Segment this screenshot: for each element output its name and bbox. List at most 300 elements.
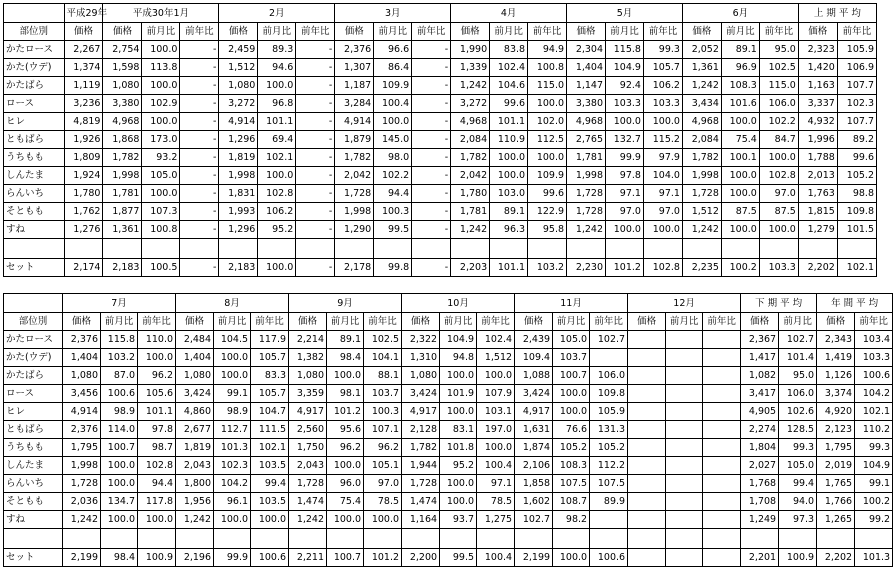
table-cell — [666, 421, 703, 439]
table-cell — [628, 475, 666, 493]
table-cell: 106.0 — [590, 367, 628, 385]
row-label: ロース — [4, 95, 65, 113]
table-cell: 1,728 — [567, 203, 606, 221]
blank-cell — [515, 529, 553, 549]
table-cell: 1,998 — [103, 167, 142, 185]
table-cell: 102.3 — [214, 457, 251, 475]
table-cell: 1,290 — [335, 221, 374, 239]
table-cell: 2,043 — [289, 457, 327, 475]
table-cell: 102.2 — [759, 113, 798, 131]
table-cell: 105.0 — [779, 457, 817, 475]
table-cell: 100.0 — [142, 77, 180, 95]
table-cell: 100.0 — [477, 439, 515, 457]
table-cell: - — [296, 221, 335, 239]
table-cell: 1,809 — [64, 149, 103, 167]
table-cell: 1,781 — [567, 149, 606, 167]
table-cell: 1,781 — [451, 203, 490, 221]
table-cell: 1,728 — [289, 475, 327, 493]
table-cell: 102.5 — [759, 59, 798, 77]
blank-cell — [296, 239, 335, 259]
table-cell: 1,990 — [451, 41, 490, 59]
blank-cell — [374, 239, 412, 259]
table-cell: 111.5 — [251, 421, 289, 439]
group-header: 平成29年 — [64, 4, 103, 23]
table-cell: 1,126 — [817, 367, 855, 385]
table-cell: 99.4 — [779, 475, 817, 493]
table-cell: 100.0 — [528, 149, 567, 167]
table-cell: 2,178 — [335, 259, 374, 277]
table-cell: 1,242 — [451, 77, 490, 95]
table-cell: 2,560 — [289, 421, 327, 439]
table-cell — [703, 403, 741, 421]
table-cell: 3,337 — [798, 95, 837, 113]
table-cell: 83.8 — [490, 41, 528, 59]
table-cell: 1,404 — [63, 349, 101, 367]
table-cell: 106.2 — [643, 77, 682, 95]
table-cell: 2,183 — [103, 259, 142, 277]
table-cell: 100.0 — [142, 185, 180, 203]
table-cell: 2,196 — [176, 549, 214, 567]
column-header: 前年比 — [837, 23, 876, 41]
table-cell: 1,998 — [682, 167, 721, 185]
table-cell: 96.8 — [258, 95, 296, 113]
table-cell: 1,512 — [219, 59, 258, 77]
blank-cell — [251, 529, 289, 549]
row-label: らんいち — [4, 185, 65, 203]
table-cell: 4,860 — [176, 403, 214, 421]
table-cell: 100.7 — [327, 549, 364, 567]
table-cell — [703, 367, 741, 385]
table-cell: 105.6 — [138, 385, 176, 403]
table-cell — [628, 385, 666, 403]
table-cell: 117.8 — [138, 493, 176, 511]
table-cell: 101.3 — [214, 439, 251, 457]
table-cell: 1,782 — [682, 149, 721, 167]
row-label: セット — [4, 549, 63, 567]
blank-cell — [219, 239, 258, 259]
table-row — [4, 403, 893, 421]
column-header: 価格 — [451, 23, 490, 41]
table-cell: 4,914 — [63, 403, 101, 421]
table-cell: 104.9 — [855, 457, 893, 475]
table-cell: 2,036 — [63, 493, 101, 511]
table-cell: 101.1 — [490, 113, 528, 131]
table-cell: 3,417 — [741, 385, 779, 403]
row-label: セット — [4, 259, 65, 277]
column-header: 前年比 — [251, 313, 289, 331]
blank-row — [4, 239, 877, 259]
column-header: 価格 — [567, 23, 606, 41]
table-cell: 1,868 — [103, 131, 142, 149]
table-cell: 1,276 — [64, 221, 103, 239]
table-cell: 103.7 — [364, 385, 402, 403]
table-cell: 100.0 — [251, 511, 289, 529]
table-cell: 97.1 — [477, 475, 515, 493]
row-label: そともも — [4, 203, 65, 221]
column-header: 前月比 — [214, 313, 251, 331]
table-cell — [703, 549, 741, 567]
table-cell: - — [180, 185, 219, 203]
table-cell: 102.5 — [364, 331, 402, 349]
table-cell: 1,782 — [451, 149, 490, 167]
table-cell: 115.0 — [759, 77, 798, 95]
column-header: 価格 — [515, 313, 553, 331]
table-cell: 2,042 — [451, 167, 490, 185]
table-cell: 1,296 — [219, 221, 258, 239]
row-label: ヒレ — [4, 113, 65, 131]
table-cell: 1,874 — [515, 439, 553, 457]
table-cell: 95.8 — [528, 221, 567, 239]
column-header: 前月比 — [606, 23, 644, 41]
table-cell: 1,819 — [176, 439, 214, 457]
table-cell: 4,968 — [103, 113, 142, 131]
table-cell: 100.2 — [855, 493, 893, 511]
table-cell: 87.5 — [759, 203, 798, 221]
table-cell: - — [412, 77, 451, 95]
table-cell — [703, 331, 741, 349]
row-label: うちもも — [4, 149, 65, 167]
table-cell: 102.7 — [590, 331, 628, 349]
column-header: 前年比 — [759, 23, 798, 41]
table-cell: - — [180, 259, 219, 277]
table-cell: 2,043 — [176, 457, 214, 475]
column-header: 価格 — [798, 23, 837, 41]
table-cell: 98.2 — [553, 511, 590, 529]
table-cell: 100.3 — [374, 203, 412, 221]
table-cell: 75.4 — [327, 493, 364, 511]
table-cell: 1,782 — [335, 149, 374, 167]
table-cell: 78.5 — [364, 493, 402, 511]
table-cell: 2,230 — [567, 259, 606, 277]
table-cell: 103.5 — [251, 457, 289, 475]
table-cell: 4,914 — [219, 113, 258, 131]
column-header: 前年比 — [855, 313, 893, 331]
table-cell: 1,265 — [817, 511, 855, 529]
table-cell: 103.2 — [101, 349, 138, 367]
table-cell: 106.0 — [779, 385, 817, 403]
table-cell — [628, 421, 666, 439]
table-cell: 101.2 — [364, 549, 402, 567]
table-cell: 110.9 — [490, 131, 528, 149]
group-header: 下 期 平 均 — [741, 294, 817, 313]
table-cell: 103.2 — [528, 259, 567, 277]
table-cell: - — [412, 185, 451, 203]
table-cell: 98.8 — [837, 185, 876, 203]
table-cell: 97.0 — [364, 475, 402, 493]
table-cell: 1,879 — [335, 131, 374, 149]
table-cell: 88.1 — [364, 367, 402, 385]
table-cell: 100.6 — [101, 385, 138, 403]
table-cell: 1,598 — [103, 59, 142, 77]
table-cell: 100.0 — [721, 221, 759, 239]
table-cell: 102.8 — [138, 457, 176, 475]
group-header: 4月 — [451, 4, 567, 23]
blank-cell — [759, 239, 798, 259]
table-cell: 115.2 — [643, 131, 682, 149]
table-row — [4, 221, 877, 239]
table-cell: - — [296, 167, 335, 185]
blank-cell — [289, 529, 327, 549]
blank-cell — [4, 239, 65, 259]
table-cell: 131.3 — [590, 421, 628, 439]
table-cell: 3,236 — [64, 95, 103, 113]
group-header — [4, 294, 63, 313]
table-cell — [628, 403, 666, 421]
table-cell: 1,782 — [402, 439, 440, 457]
table-cell: 110.2 — [855, 421, 893, 439]
table-cell: 2,027 — [741, 457, 779, 475]
table-cell: 3,456 — [63, 385, 101, 403]
set-row — [4, 549, 893, 567]
table-cell: 99.1 — [214, 385, 251, 403]
table-cell: 1,080 — [176, 367, 214, 385]
table-cell: 115.8 — [606, 41, 644, 59]
table-cell: 100.0 — [214, 367, 251, 385]
group-header: 5月 — [567, 4, 683, 23]
table-cell: 99.6 — [837, 149, 876, 167]
table-cell: 1,382 — [289, 349, 327, 367]
table-cell: 110.0 — [138, 331, 176, 349]
table-cell: 97.9 — [643, 149, 682, 167]
column-header: 価格 — [219, 23, 258, 41]
table-cell: 1,082 — [741, 367, 779, 385]
table-cell: 1,728 — [63, 475, 101, 493]
blank-cell — [628, 529, 666, 549]
table-cell: 97.1 — [606, 185, 644, 203]
table-cell: - — [296, 77, 335, 95]
table-cell: 107.3 — [142, 203, 180, 221]
table-cell: 1,419 — [817, 349, 855, 367]
table-row — [4, 203, 877, 221]
blank-cell — [103, 239, 142, 259]
column-header: 前月比 — [721, 23, 759, 41]
table-cell: 100.0 — [142, 41, 180, 59]
blank-cell — [335, 239, 374, 259]
table-cell: 69.4 — [258, 131, 296, 149]
table-cell: 1,187 — [335, 77, 374, 95]
column-header: 前年比 — [180, 23, 219, 41]
group-header: 10月 — [402, 294, 515, 313]
table-cell: 95.2 — [258, 221, 296, 239]
table-cell: 100.0 — [138, 349, 176, 367]
column-header: 前年比 — [590, 313, 628, 331]
table-cell: 1,080 — [219, 77, 258, 95]
table-cell: 107.1 — [364, 421, 402, 439]
table-cell: 83.1 — [440, 421, 477, 439]
table-cell: - — [180, 59, 219, 77]
table-cell: 3,424 — [176, 385, 214, 403]
table-cell: 1,780 — [64, 185, 103, 203]
table-cell: 1,728 — [335, 185, 374, 203]
table-cell: 100.7 — [101, 439, 138, 457]
table-cell: 96.9 — [721, 59, 759, 77]
table-cell: - — [412, 167, 451, 185]
table-cell: 101.5 — [837, 221, 876, 239]
group-header: 3月 — [335, 4, 451, 23]
table-cell: 1,996 — [798, 131, 837, 149]
table-cell: 99.5 — [374, 221, 412, 239]
table-cell: - — [180, 131, 219, 149]
table-cell: 102.1 — [258, 149, 296, 167]
table-row — [4, 385, 893, 403]
table-cell: 1,374 — [64, 59, 103, 77]
table-cell: 108.7 — [553, 493, 590, 511]
table-cell: 1,242 — [289, 511, 327, 529]
column-header: 前年比 — [477, 313, 515, 331]
table-cell: 2,013 — [798, 167, 837, 185]
table-cell: 105.1 — [364, 457, 402, 475]
table-cell: 1,782 — [103, 149, 142, 167]
blank-cell — [412, 239, 451, 259]
column-header: 前年比 — [296, 23, 335, 41]
column-header: 価格 — [628, 313, 666, 331]
table-cell: 100.4 — [374, 95, 412, 113]
table-cell: 94.8 — [440, 349, 477, 367]
table-cell: - — [296, 41, 335, 59]
table-cell: 98.0 — [374, 149, 412, 167]
table-cell: 100.0 — [327, 367, 364, 385]
table-cell: 89.3 — [258, 41, 296, 59]
table-cell: 102.7 — [515, 511, 553, 529]
table-cell: 102.1 — [837, 259, 876, 277]
table-cell: 2,439 — [515, 331, 553, 349]
table-cell: 94.6 — [258, 59, 296, 77]
table-cell: 4,968 — [451, 113, 490, 131]
table-cell: 89.1 — [327, 331, 364, 349]
table-cell: 101.1 — [138, 403, 176, 421]
table-cell — [703, 349, 741, 367]
table-cell: 95.2 — [440, 457, 477, 475]
group-header-row — [4, 294, 893, 313]
table-cell: 122.9 — [528, 203, 567, 221]
table-cell: 100.1 — [721, 149, 759, 167]
table-cell: - — [412, 59, 451, 77]
table-cell: 93.7 — [440, 511, 477, 529]
table-cell: 102.8 — [258, 185, 296, 203]
column-header: 価格 — [817, 313, 855, 331]
table-row — [4, 149, 877, 167]
group-header: 9月 — [289, 294, 402, 313]
table-cell: 1,924 — [64, 167, 103, 185]
table-cell: 100.0 — [553, 385, 590, 403]
table-cell — [666, 349, 703, 367]
column-header: 価格 — [335, 23, 374, 41]
table-cell: 2,201 — [741, 549, 779, 567]
table-row — [4, 439, 893, 457]
table-cell: 102.8 — [759, 167, 798, 185]
column-header: 価格 — [289, 313, 327, 331]
table-cell: 98.1 — [327, 385, 364, 403]
table-cell: 3,424 — [515, 385, 553, 403]
table-cell: 89.1 — [490, 203, 528, 221]
table-cell: 1,815 — [798, 203, 837, 221]
table-cell: 1,080 — [289, 367, 327, 385]
table-cell: 1,795 — [63, 439, 101, 457]
table-cell — [666, 385, 703, 403]
blank-cell — [402, 529, 440, 549]
blank-cell — [4, 529, 63, 549]
table-cell: 114.0 — [101, 421, 138, 439]
table-cell: - — [296, 149, 335, 167]
table-cell: 101.1 — [258, 113, 296, 131]
blank-cell — [855, 529, 893, 549]
table-cell: 98.7 — [138, 439, 176, 457]
table-cell: 2,128 — [402, 421, 440, 439]
blank-cell — [327, 529, 364, 549]
table-cell: 104.1 — [364, 349, 402, 367]
table-cell: 2,214 — [289, 331, 327, 349]
table-cell: 105.2 — [590, 439, 628, 457]
table-cell: 75.4 — [721, 131, 759, 149]
table-cell: 98.9 — [214, 403, 251, 421]
column-header: 価格 — [103, 23, 142, 41]
table-cell: 2,323 — [798, 41, 837, 59]
table-cell: 89.9 — [590, 493, 628, 511]
table-cell: 100.6 — [251, 549, 289, 567]
table-cell: 100.0 — [490, 149, 528, 167]
table-row — [4, 349, 893, 367]
table-cell: 4,920 — [817, 403, 855, 421]
column-header: 前月比 — [779, 313, 817, 331]
table-cell: 102.3 — [837, 95, 876, 113]
column-header-row — [4, 313, 893, 331]
table-row — [4, 457, 893, 475]
blank-cell — [180, 239, 219, 259]
table-cell: 100.8 — [142, 221, 180, 239]
blank-cell — [779, 529, 817, 549]
table-cell: 2,202 — [817, 549, 855, 567]
table-cell: 99.6 — [528, 185, 567, 203]
column-header: 前年比 — [138, 313, 176, 331]
table-cell: 100.4 — [477, 549, 515, 567]
table-cell: 128.5 — [779, 421, 817, 439]
table-cell: 100.0 — [440, 493, 477, 511]
table-cell: 2,200 — [402, 549, 440, 567]
table-cell: 100.0 — [101, 457, 138, 475]
table-cell: 1,998 — [219, 167, 258, 185]
table-cell: 105.2 — [553, 439, 590, 457]
table-cell: 97.1 — [643, 185, 682, 203]
table-cell: 1,088 — [515, 367, 553, 385]
table-cell: 102.4 — [490, 59, 528, 77]
table-cell: 92.4 — [606, 77, 644, 95]
table-cell: 99.3 — [779, 439, 817, 457]
row-label: かたばら — [4, 77, 65, 95]
table-cell: 2,677 — [176, 421, 214, 439]
table-cell: 1,404 — [567, 59, 606, 77]
table-row — [4, 95, 877, 113]
table-cell: 1,956 — [176, 493, 214, 511]
blank-cell — [567, 239, 606, 259]
column-header: 前年比 — [643, 23, 682, 41]
table-cell: - — [180, 113, 219, 131]
table-cell: 1,768 — [741, 475, 779, 493]
table-row — [4, 475, 893, 493]
table-cell: 1,147 — [567, 77, 606, 95]
table-cell: - — [412, 259, 451, 277]
table-cell: 1,804 — [741, 439, 779, 457]
table-cell: 3,434 — [682, 95, 721, 113]
table-cell: 102.1 — [251, 439, 289, 457]
table-cell: 100.0 — [364, 511, 402, 529]
table-row — [4, 131, 877, 149]
table-cell: 1,763 — [798, 185, 837, 203]
table-cell: - — [296, 131, 335, 149]
table-cell: 3,380 — [103, 95, 142, 113]
table-cell: 78.5 — [477, 493, 515, 511]
table-cell: 1,998 — [335, 203, 374, 221]
table-cell: 2,267 — [64, 41, 103, 59]
